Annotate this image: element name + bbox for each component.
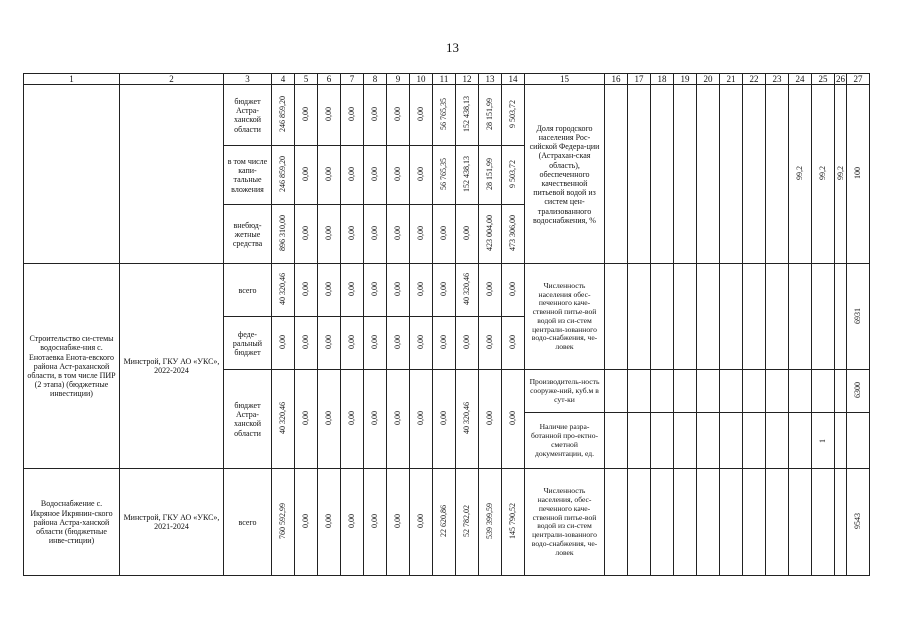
amount-cell-text: 0,00 — [347, 335, 357, 350]
amount-cell — [502, 469, 525, 576]
empty-cell — [743, 264, 766, 370]
amount-cell — [502, 146, 525, 205]
empty-cell — [697, 264, 720, 370]
indicator-value-24 — [789, 85, 812, 264]
amount-cell-text: 9 503,72 — [508, 100, 518, 129]
amount-cell — [318, 317, 341, 370]
measure-name-empty — [24, 85, 120, 264]
amount-cell — [295, 85, 318, 146]
table-row — [24, 264, 870, 317]
amount-cell-text: 0,00 — [393, 282, 403, 297]
amount-cell-text: 896 310,00 — [278, 215, 288, 252]
column-header-20: 20 — [697, 74, 720, 85]
amount-cell — [295, 264, 318, 317]
column-header-22: 22 — [743, 74, 766, 85]
amount-cell-text: 0,00 — [324, 167, 334, 182]
empty-cell — [697, 469, 720, 576]
measure-name: Строительство си-стемы водоснабже-ния с. Енотаевка Енота-евского района Аст-раханской области, в том числе ПИР (2 этапа) (бюджетные инвестиции) — [24, 264, 120, 469]
amount-cell-text: 423 004,00 — [485, 215, 495, 252]
empty-cell — [720, 413, 743, 469]
amount-cell — [341, 317, 364, 370]
amount-cell — [502, 205, 525, 264]
column-header-8: 8 — [364, 74, 387, 85]
amount-cell — [456, 85, 479, 146]
empty-cell — [674, 413, 697, 469]
amount-cell — [364, 469, 387, 576]
amount-cell — [479, 146, 502, 205]
indicator-value-27 — [847, 264, 870, 370]
column-header-5: 5 — [295, 74, 318, 85]
indicator-value-25-text: 99,2 — [818, 166, 828, 181]
amount-cell — [387, 370, 410, 469]
empty-cell — [651, 413, 674, 469]
empty-cell — [812, 370, 835, 413]
empty-cell — [766, 264, 789, 370]
amount-cell — [387, 146, 410, 205]
amount-cell-text: 0,00 — [301, 411, 311, 426]
amount-cell — [318, 205, 341, 264]
amount-cell — [502, 317, 525, 370]
empty-cell — [743, 370, 766, 413]
empty-cell — [789, 370, 812, 413]
empty-cell — [674, 264, 697, 370]
funding-source: бюджет Астра-ханской области — [224, 85, 272, 146]
empty-cell — [674, 469, 697, 576]
amount-cell — [364, 205, 387, 264]
header-row — [24, 74, 870, 85]
amount-cell — [341, 264, 364, 317]
amount-cell-text: 0,00 — [370, 411, 380, 426]
amount-cell-text: 0,00 — [393, 335, 403, 350]
amount-cell-text: 0,00 — [347, 514, 357, 529]
amount-cell-text: 0,00 — [439, 282, 449, 297]
empty-cell — [743, 469, 766, 576]
amount-cell — [387, 85, 410, 146]
amount-cell — [502, 370, 525, 469]
amount-cell — [341, 85, 364, 146]
amount-cell — [433, 264, 456, 317]
empty-cell — [789, 469, 812, 576]
empty-cell — [605, 85, 628, 264]
amount-cell-text: 0,00 — [301, 514, 311, 529]
amount-cell — [318, 146, 341, 205]
empty-cell — [697, 370, 720, 413]
empty-cell — [812, 469, 835, 576]
empty-cell — [743, 85, 766, 264]
amount-cell-text: 0,00 — [324, 107, 334, 122]
amount-cell-text: 760 592,99 — [278, 503, 288, 540]
amount-cell — [387, 469, 410, 576]
empty-cell — [720, 370, 743, 413]
column-header-4: 4 — [272, 74, 295, 85]
column-header-19: 19 — [674, 74, 697, 85]
amount-cell — [295, 146, 318, 205]
empty-cell — [766, 469, 789, 576]
indicator-value-24-text: 99,2 — [795, 166, 805, 181]
empty-cell — [720, 264, 743, 370]
indicator-value-27 — [847, 469, 870, 576]
column-header-7: 7 — [341, 74, 364, 85]
amount-cell — [272, 146, 295, 205]
column-header-10: 10 — [410, 74, 433, 85]
empty-cell — [674, 370, 697, 413]
amount-cell — [456, 469, 479, 576]
empty-cell — [812, 264, 835, 370]
empty-cell — [674, 85, 697, 264]
amount-cell-text: 0,00 — [347, 167, 357, 182]
amount-cell — [456, 146, 479, 205]
amount-cell-text: 0,00 — [485, 282, 495, 297]
amount-cell — [318, 469, 341, 576]
amount-cell-text: 0,00 — [416, 167, 426, 182]
amount-cell — [364, 146, 387, 205]
amount-cell-text: 0,00 — [416, 282, 426, 297]
amount-cell — [479, 469, 502, 576]
empty-cell — [651, 85, 674, 264]
amount-cell — [456, 264, 479, 317]
amount-cell-text: 0,00 — [347, 226, 357, 241]
amount-cell-text: 0,00 — [393, 514, 403, 529]
amount-cell — [433, 205, 456, 264]
amount-cell — [502, 85, 525, 146]
amount-cell-text: 0,00 — [439, 335, 449, 350]
table-row — [24, 85, 870, 146]
amount-cell — [479, 205, 502, 264]
amount-cell-text: 0,00 — [370, 167, 380, 182]
executor-empty — [120, 85, 224, 264]
amount-cell-text: 0,00 — [416, 514, 426, 529]
column-header-17: 17 — [628, 74, 651, 85]
column-header-13: 13 — [479, 74, 502, 85]
empty-cell — [628, 85, 651, 264]
empty-cell — [628, 370, 651, 413]
amount-cell — [410, 205, 433, 264]
empty-cell — [628, 413, 651, 469]
amount-cell-text: 0,00 — [416, 107, 426, 122]
empty-cell — [835, 413, 847, 469]
empty-cell — [651, 264, 674, 370]
empty-cell — [766, 85, 789, 264]
amount-cell — [272, 317, 295, 370]
table-row — [24, 469, 870, 576]
empty-cell — [720, 469, 743, 576]
column-header-21: 21 — [720, 74, 743, 85]
column-header-6: 6 — [318, 74, 341, 85]
empty-cell — [847, 413, 870, 469]
amount-cell-text: 0,00 — [370, 226, 380, 241]
amount-cell-text: 0,00 — [485, 411, 495, 426]
amount-cell-text: 52 782,02 — [462, 505, 472, 538]
amount-cell — [364, 317, 387, 370]
indicator-name: Доля городского населения Рос-сийской Федера-ции (Астрахан-ская область), обеспеченного качественной питьевой водой из систем цен-трализованного водоснабжения, % — [525, 85, 605, 264]
column-header-1: 1 — [24, 74, 120, 85]
indicator-value-27-text: 6931 — [853, 307, 863, 324]
amount-cell-text: 0,00 — [324, 282, 334, 297]
amount-cell — [433, 85, 456, 146]
empty-cell — [651, 370, 674, 413]
funding-source: всего — [224, 264, 272, 317]
amount-cell — [364, 85, 387, 146]
amount-cell-text: 0,00 — [278, 335, 288, 350]
column-header-11: 11 — [433, 74, 456, 85]
empty-cell — [628, 469, 651, 576]
amount-cell-text: 0,00 — [393, 167, 403, 182]
amount-cell-text: 0,00 — [416, 335, 426, 350]
empty-cell — [605, 264, 628, 370]
amount-cell-text: 0,00 — [301, 335, 311, 350]
amount-cell — [456, 205, 479, 264]
indicator-value-27 — [847, 85, 870, 264]
amount-cell-text: 0,00 — [347, 282, 357, 297]
empty-cell — [605, 469, 628, 576]
amount-cell — [387, 264, 410, 317]
amount-cell-text: 0,00 — [324, 226, 334, 241]
amount-cell-text: 0,00 — [393, 411, 403, 426]
column-header-14: 14 — [502, 74, 525, 85]
amount-cell-text: 0,00 — [347, 411, 357, 426]
column-header-16: 16 — [605, 74, 628, 85]
indicator-value-27-text: 9543 — [853, 513, 863, 530]
indicator-name: Численность населения, обес-печенного каче-ственной питье-вой водой из си-стем централи-зованного водо-снабжения, че-ловек — [525, 469, 605, 576]
amount-cell — [318, 85, 341, 146]
amount-cell-text: 0,00 — [301, 226, 311, 241]
amount-cell — [272, 264, 295, 317]
amount-cell — [318, 264, 341, 317]
amount-cell-text: 0,00 — [324, 411, 334, 426]
column-header-12: 12 — [456, 74, 479, 85]
amount-cell — [341, 469, 364, 576]
amount-cell-text: 0,00 — [324, 514, 334, 529]
column-header-26: 26 — [836, 74, 845, 84]
empty-cell — [835, 469, 847, 576]
indicator-name: Производитель-ность сооруже-ний, куб.м в сут-ки — [525, 370, 605, 413]
amount-cell — [387, 205, 410, 264]
amount-cell-text: 0,00 — [370, 107, 380, 122]
program-table — [23, 73, 870, 576]
amount-cell-text: 0,00 — [439, 226, 449, 241]
amount-cell-text: 473 306,00 — [508, 215, 518, 252]
amount-cell-text: 56 765,35 — [439, 98, 449, 131]
amount-cell-text: 28 151,99 — [485, 98, 495, 131]
amount-cell — [364, 370, 387, 469]
empty-cell — [628, 264, 651, 370]
amount-cell-text: 0,00 — [301, 167, 311, 182]
amount-cell-text: 0,00 — [462, 226, 472, 241]
amount-cell — [479, 317, 502, 370]
funding-source: феде-ральный бюджет — [224, 317, 272, 370]
empty-cell — [789, 264, 812, 370]
funding-source: всего — [224, 469, 272, 576]
amount-cell — [295, 370, 318, 469]
amount-cell-text: 28 151,99 — [485, 158, 495, 191]
amount-cell-text: 246 859,20 — [278, 156, 288, 193]
amount-cell — [364, 264, 387, 317]
amount-cell-text: 40 320,46 — [278, 402, 288, 435]
measure-name: Водоснабжение с. Икряное Икрянин-ского района Астра-ханской области (бюджетные инве-стиции) — [24, 469, 120, 576]
amount-cell — [410, 370, 433, 469]
executor: Минстрой, ГКУ АО «УКС», 2021-2024 — [120, 469, 224, 576]
amount-cell — [272, 370, 295, 469]
empty-cell — [766, 370, 789, 413]
empty-cell — [697, 85, 720, 264]
empty-cell — [766, 413, 789, 469]
amount-cell-text: 0,00 — [301, 282, 311, 297]
amount-cell-text: 152 438,13 — [462, 96, 472, 133]
indicator-value-26-text: 99,2 — [835, 166, 845, 181]
column-header-25: 25 — [812, 74, 835, 85]
funding-source: в том числе капи-тальные вложения — [224, 146, 272, 205]
amount-cell — [410, 146, 433, 205]
indicator-name: Численность населения обес-печенного каче-ственной питье-вой водой из си-стем централи-зованного водо-снабжения, че-ловек — [525, 264, 605, 370]
amount-cell — [433, 469, 456, 576]
amount-cell-text: 246 859,20 — [278, 96, 288, 133]
indicator-value-25 — [812, 85, 835, 264]
amount-cell-text: 0,00 — [416, 226, 426, 241]
amount-cell — [410, 469, 433, 576]
column-header-15: 15 — [525, 74, 605, 85]
amount-cell-text: 0,00 — [508, 335, 518, 350]
empty-cell — [697, 413, 720, 469]
amount-cell-text: 0,00 — [347, 107, 357, 122]
empty-cell — [605, 413, 628, 469]
amount-cell-text: 0,00 — [416, 411, 426, 426]
amount-cell — [295, 205, 318, 264]
empty-cell — [651, 469, 674, 576]
amount-cell — [479, 264, 502, 317]
amount-cell-text: 9 503,72 — [508, 160, 518, 189]
empty-cell — [720, 85, 743, 264]
column-header-23: 23 — [766, 74, 789, 85]
amount-cell-text: 22 620,86 — [439, 505, 449, 538]
amount-cell-text: 0,00 — [370, 514, 380, 529]
amount-cell-text: 152 438,13 — [462, 156, 472, 193]
amount-cell-text: 0,00 — [462, 335, 472, 350]
column-header-24: 24 — [789, 74, 812, 85]
amount-cell — [479, 370, 502, 469]
amount-cell-text: 0,00 — [370, 282, 380, 297]
amount-cell — [456, 370, 479, 469]
amount-cell — [479, 85, 502, 146]
indicator-value-27 — [847, 370, 870, 413]
indicator-value-25 — [812, 413, 835, 469]
amount-cell-text: 0,00 — [393, 226, 403, 241]
empty-cell — [605, 370, 628, 413]
empty-cell — [835, 370, 847, 413]
empty-cell — [743, 413, 766, 469]
amount-cell — [433, 317, 456, 370]
amount-cell-text: 0,00 — [485, 335, 495, 350]
amount-cell — [318, 370, 341, 469]
column-header-2: 2 — [120, 74, 224, 85]
amount-cell-text: 40 320,46 — [462, 402, 472, 435]
amount-cell — [433, 370, 456, 469]
amount-cell — [456, 317, 479, 370]
amount-cell-text: 0,00 — [301, 107, 311, 122]
column-header-9: 9 — [387, 74, 410, 85]
indicator-value-25-text: 1 — [818, 439, 828, 444]
column-header-18: 18 — [651, 74, 674, 85]
amount-cell — [295, 469, 318, 576]
amount-cell — [272, 205, 295, 264]
column-header-3: 3 — [224, 74, 272, 85]
funding-source: внебюд-жетные средства — [224, 205, 272, 264]
amount-cell-text: 0,00 — [508, 282, 518, 297]
amount-cell — [410, 264, 433, 317]
amount-cell — [272, 85, 295, 146]
amount-cell — [341, 205, 364, 264]
amount-cell-text: 0,00 — [439, 411, 449, 426]
page-number: 13 — [446, 40, 459, 55]
indicator-value-27-text: 100 — [853, 167, 863, 180]
empty-cell — [835, 264, 847, 370]
empty-cell — [789, 413, 812, 469]
amount-cell — [387, 317, 410, 370]
amount-cell — [410, 85, 433, 146]
indicator-value-26 — [835, 85, 847, 264]
amount-cell-text: 0,00 — [508, 411, 518, 426]
amount-cell-text: 40 320,46 — [462, 273, 472, 306]
amount-cell-text: 539 399,59 — [485, 503, 495, 540]
amount-cell-text: 0,00 — [370, 335, 380, 350]
funding-source: бюджет Астра-ханской области — [224, 370, 272, 469]
column-header-27: 27 — [847, 74, 870, 85]
indicator-name: Наличие разра-ботанной про-ектно-сметной документации, ед. — [525, 413, 605, 469]
executor: Минстрой, ГКУ АО «УКС», 2022-2024 — [120, 264, 224, 469]
amount-cell-text: 0,00 — [324, 335, 334, 350]
amount-cell-text: 56 765,35 — [439, 158, 449, 191]
amount-cell — [410, 317, 433, 370]
amount-cell — [341, 146, 364, 205]
amount-cell — [341, 370, 364, 469]
amount-cell — [433, 146, 456, 205]
amount-cell — [502, 264, 525, 317]
indicator-value-27-text: 6300 — [853, 382, 863, 399]
amount-cell — [272, 469, 295, 576]
amount-cell-text: 40 320,46 — [278, 273, 288, 306]
amount-cell — [295, 317, 318, 370]
amount-cell-text: 145 790,52 — [508, 503, 518, 540]
amount-cell-text: 0,00 — [393, 107, 403, 122]
